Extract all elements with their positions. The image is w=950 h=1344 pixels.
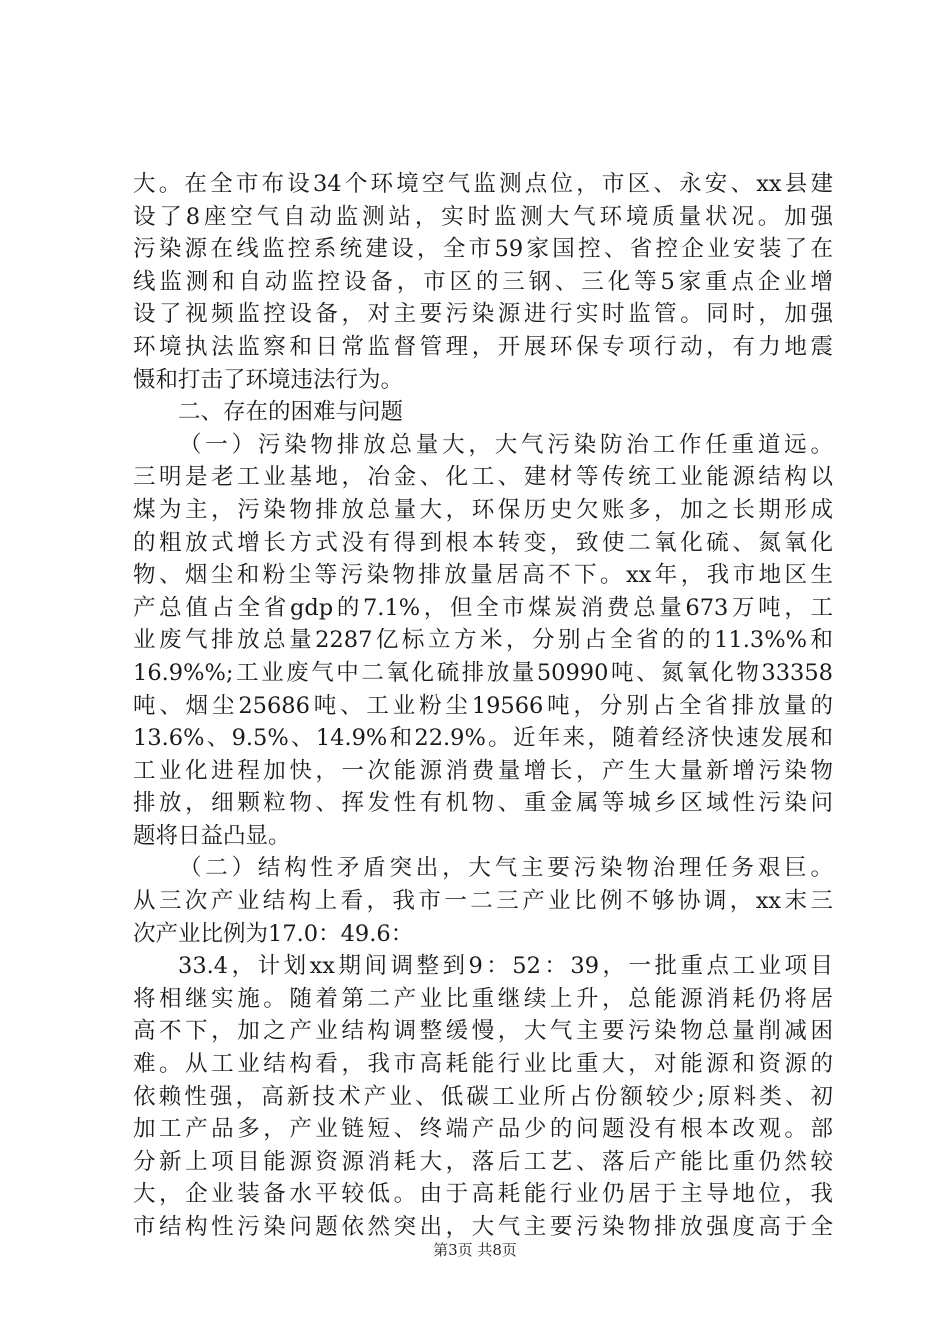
text-line: 物、烟尘和粉尘等污染物排放量居高不下。xx年，我市地区生 — [133, 562, 833, 589]
text-line: 16.9%%;工业废气中二氧化硫排放量50990吨、氮氧化物33358 — [133, 659, 833, 686]
text-line: 慑和打击了环境违法行为。 — [133, 366, 404, 393]
text-line: 吨、烟尘25686吨、工业粉尘19566吨，分别占全省排放量的 — [133, 692, 833, 719]
text-line: 13.6%、9.5%、14.9%和22.9%。近年来，随着经济快速发展和 — [133, 725, 833, 752]
text-line: 设了视频监控设备，对主要污染源进行实时监管。同时，加强 — [133, 301, 833, 328]
text-line: 的粗放式增长方式没有得到根本转变，致使二氧化硫、氮氧化 — [133, 529, 833, 556]
text-line: 大，企业装备水平较低。由于高耗能行业仍居于主导地位，我 — [133, 1181, 833, 1208]
text-line: 环境执法监察和日常监督管理，开展环保专项行动，有力地震 — [133, 333, 833, 360]
text-line: 二、存在的困难与问题 — [178, 399, 404, 426]
text-line: 工业化进程加快，一次能源消费量增长，产生大量新增污染物 — [133, 757, 833, 784]
text-line: 题将日益凸显。 — [133, 822, 291, 849]
text-line: 高不下，加之产业结构调整缓慢，大气主要污染物总量削减困 — [133, 1018, 833, 1045]
text-line: 加工产品多，产业链短、终端产品少的问题没有根本改观。部 — [133, 1116, 833, 1143]
text-line: 将相继实施。随着第二产业比重继续上升，总能源消耗仍将居 — [133, 985, 833, 1012]
text-line: 市结构性污染问题依然突出，大气主要污染物排放强度高于全 — [133, 1214, 833, 1240]
text-line: 分新上项目能源资源消耗大，落后工艺、落后产能比重仍然较 — [133, 1148, 833, 1175]
text-line: 线监测和自动监控设备，市区的三钢、三化等5家重点企业增 — [133, 268, 833, 295]
page-footer: 第3页 共8页 — [433, 1241, 517, 1259]
text-line: 大。在全市布设34个环境空气监测点位，市区、永安、xx县建 — [133, 171, 833, 197]
text-line: （二）结构性矛盾突出，大气主要污染物治理任务艰巨。 — [179, 855, 833, 882]
text-line: 三明是老工业基地，冶金、化工、建材等传统工业能源结构以 — [133, 464, 833, 491]
document-body — [133, 168, 833, 1244]
text-line: 33.4，计划xx期间调整到9：52：39，一批重点工业项目 — [178, 953, 833, 980]
text-line: 设了8座空气自动监测站，实时监测大气环境质量状况。加强 — [133, 203, 833, 230]
text-line: 难。从工业结构看，我市高耗能行业比重大，对能源和资源的 — [133, 1051, 833, 1078]
text-line: 业废气排放总量2287亿标立方米，分别占全省的的11.3%%和 — [133, 627, 833, 654]
text-line: 次产业比例为17.0：49.6： — [133, 920, 414, 947]
text-line: 从三次产业结构上看，我市一二三产业比例不够协调，xx末三 — [133, 888, 833, 915]
text-line: （一）污染物排放总量大，大气污染防治工作任重道远。 — [179, 431, 833, 458]
text-line: 依赖性强，高新技术产业、低碳工业所占份额较少;原料类、初 — [133, 1083, 833, 1110]
text-line: 排放，细颗粒物、挥发性有机物、重金属等城乡区域性污染问 — [133, 790, 833, 817]
text-line: 产总值占全省gdp的7.1%，但全市煤炭消费总量673万吨，工 — [133, 594, 833, 621]
text-line: 煤为主，污染物排放总量大，环保历史欠账多，加之长期形成 — [133, 496, 833, 523]
text-line: 污染源在线监控系统建设，全市59家国控、省控企业安装了在 — [133, 236, 833, 263]
